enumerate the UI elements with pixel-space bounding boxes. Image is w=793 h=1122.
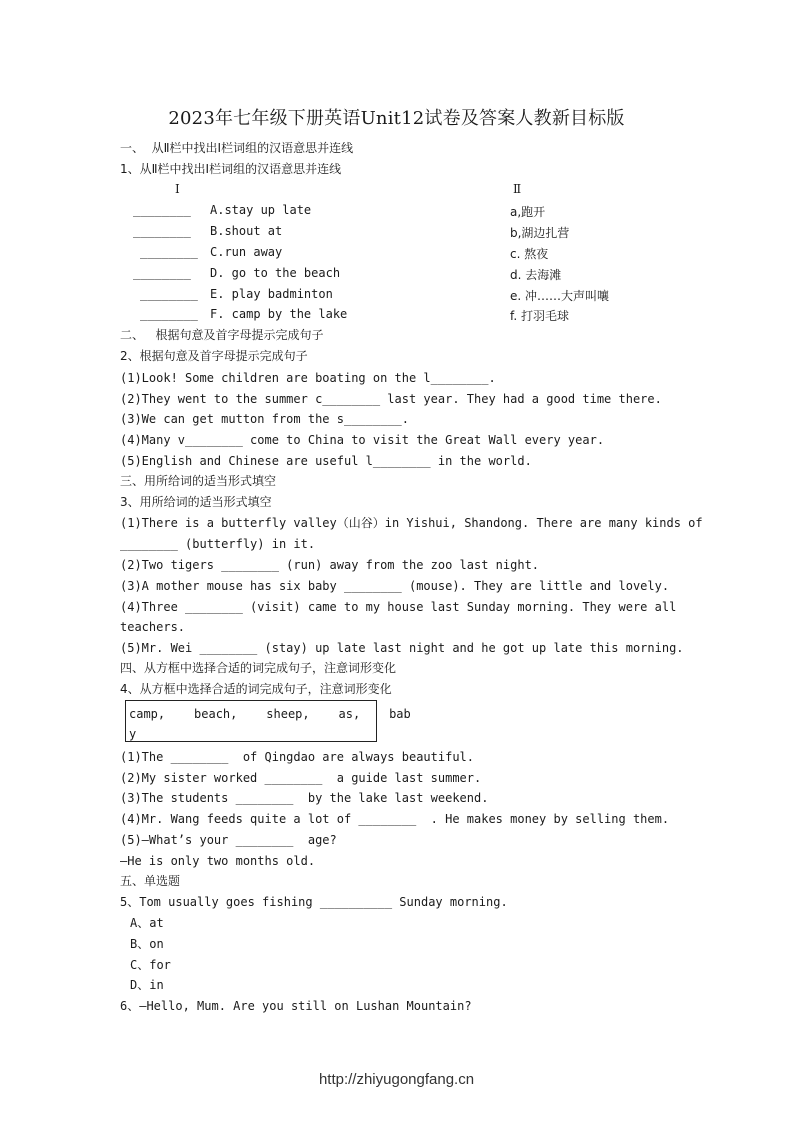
phrase-chinese: b,湖边扎营 bbox=[510, 226, 570, 240]
question-item: (2)My sister worked ________ a guide last summer. bbox=[120, 771, 482, 785]
footer-url: http://zhiyugongfang.cn bbox=[318, 1071, 475, 1088]
word-bank-line: camp, beach, sheep, as, bab bbox=[129, 707, 411, 721]
phrase-english: B.shout at bbox=[210, 224, 283, 238]
answer-blank: ________ bbox=[140, 287, 198, 301]
section-3-header: 三、用所给词的适当形式填空 bbox=[120, 474, 277, 488]
question-3-prompt: 3、用所给词的适当形式填空 bbox=[120, 495, 272, 509]
column-2-heading: Ⅱ bbox=[513, 182, 522, 196]
option-c: C、for bbox=[130, 958, 171, 972]
column-1-heading: Ⅰ bbox=[175, 182, 180, 196]
phrase-chinese: d. 去海滩 bbox=[510, 268, 562, 282]
question-item: ________ (butterfly) in it. bbox=[120, 537, 316, 551]
page-title: 2023年七年级下册英语Unit12试卷及答案人教新目标版 bbox=[168, 108, 625, 129]
section-1-header: 一、 从Ⅱ栏中找出Ⅰ栏词组的汉语意思并连线 bbox=[120, 141, 354, 155]
question-item: (4)Many v________ come to China to visit the Great Wall every year. bbox=[120, 433, 605, 447]
question-4-prompt: 4、从方框中选择合适的词完成句子，注意词形变化 bbox=[120, 682, 392, 696]
option-b: B、on bbox=[130, 937, 164, 951]
phrase-english: F. camp by the lake bbox=[210, 307, 348, 321]
section-2-header: 二、 根据句意及首字母提示完成句子 bbox=[120, 328, 324, 342]
answer-blank: ________ bbox=[140, 245, 198, 259]
option-d: D、in bbox=[130, 978, 164, 992]
word-bank-line: y bbox=[129, 727, 137, 741]
phrase-chinese: c. 熬夜 bbox=[510, 247, 549, 261]
phrase-chinese: e. 冲……大声叫嚷 bbox=[510, 289, 610, 303]
match-row bbox=[120, 266, 680, 282]
question-item: (2)They went to the summer c________ last year. They had a good time there. bbox=[120, 392, 662, 406]
question-item: —He is only two months old. bbox=[120, 854, 316, 868]
question-item: (1)Look! Some children are boating on the l________. bbox=[120, 371, 496, 385]
phrase-english: A.stay up late bbox=[210, 203, 312, 217]
question-item: (3)The students ________ by the lake last weekend. bbox=[120, 791, 489, 805]
option-a: A、at bbox=[130, 916, 164, 930]
question-item: teachers. bbox=[120, 620, 186, 634]
word-bank-box bbox=[125, 700, 411, 742]
question-2-prompt: 2、根据句意及首字母提示完成句子 bbox=[120, 349, 308, 363]
question-item: (4)Three ________ (visit) came to my house last Sunday morning. They were all bbox=[120, 600, 677, 614]
answer-blank: ________ bbox=[133, 224, 191, 238]
phrase-chinese: a,跑开 bbox=[510, 205, 546, 219]
answer-blank: ________ bbox=[133, 266, 191, 280]
section-5-header: 五、单选题 bbox=[120, 874, 181, 888]
question-1-prompt: 1、从Ⅱ栏中找出Ⅰ栏词组的汉语意思并连线 bbox=[120, 162, 342, 176]
question-item: (2)Two tigers ________ (run) away from the zoo last night. bbox=[120, 558, 540, 572]
phrase-english: D. go to the beach bbox=[210, 266, 341, 280]
match-row bbox=[120, 287, 680, 303]
match-row bbox=[120, 307, 680, 323]
question-5-prompt: 5、Tom usually goes fishing __________ Sunday morning. bbox=[120, 895, 508, 909]
match-row bbox=[120, 245, 680, 261]
question-item: (3)A mother mouse has six baby ________ (mouse). They are little and lovely. bbox=[120, 579, 670, 593]
section-4-header: 四、从方框中选择合适的词完成句子，注意词形变化 bbox=[120, 661, 397, 675]
phrase-chinese: f. 打羽毛球 bbox=[510, 309, 569, 323]
question-item: (1)There is a butterfly valley（山谷）in Yishui, Shandong. There are many kinds of bbox=[120, 516, 703, 530]
question-item: (5)—What’s your ________ age? bbox=[120, 833, 337, 847]
question-item: (3)We can get mutton from the s________. bbox=[120, 412, 409, 426]
answer-blank: ________ bbox=[133, 203, 191, 217]
question-item: (5)Mr. Wei ________ (stay) up late last night and he got up late this morning. bbox=[120, 641, 684, 655]
answer-blank: ________ bbox=[140, 307, 198, 321]
phrase-english: E. play badminton bbox=[210, 287, 333, 301]
match-row bbox=[120, 224, 680, 240]
question-item: (4)Mr. Wang feeds quite a lot of ________ . He makes money by selling them. bbox=[120, 812, 670, 826]
question-6-prompt: 6、—Hello, Mum. Are you still on Lushan Mountain? bbox=[120, 999, 472, 1013]
phrase-english: C.run away bbox=[210, 245, 283, 259]
question-item: (1)The ________ of Qingdao are always beautiful. bbox=[120, 750, 475, 764]
question-item: (5)English and Chinese are useful l________ in the world. bbox=[120, 454, 532, 468]
match-row bbox=[120, 203, 680, 219]
